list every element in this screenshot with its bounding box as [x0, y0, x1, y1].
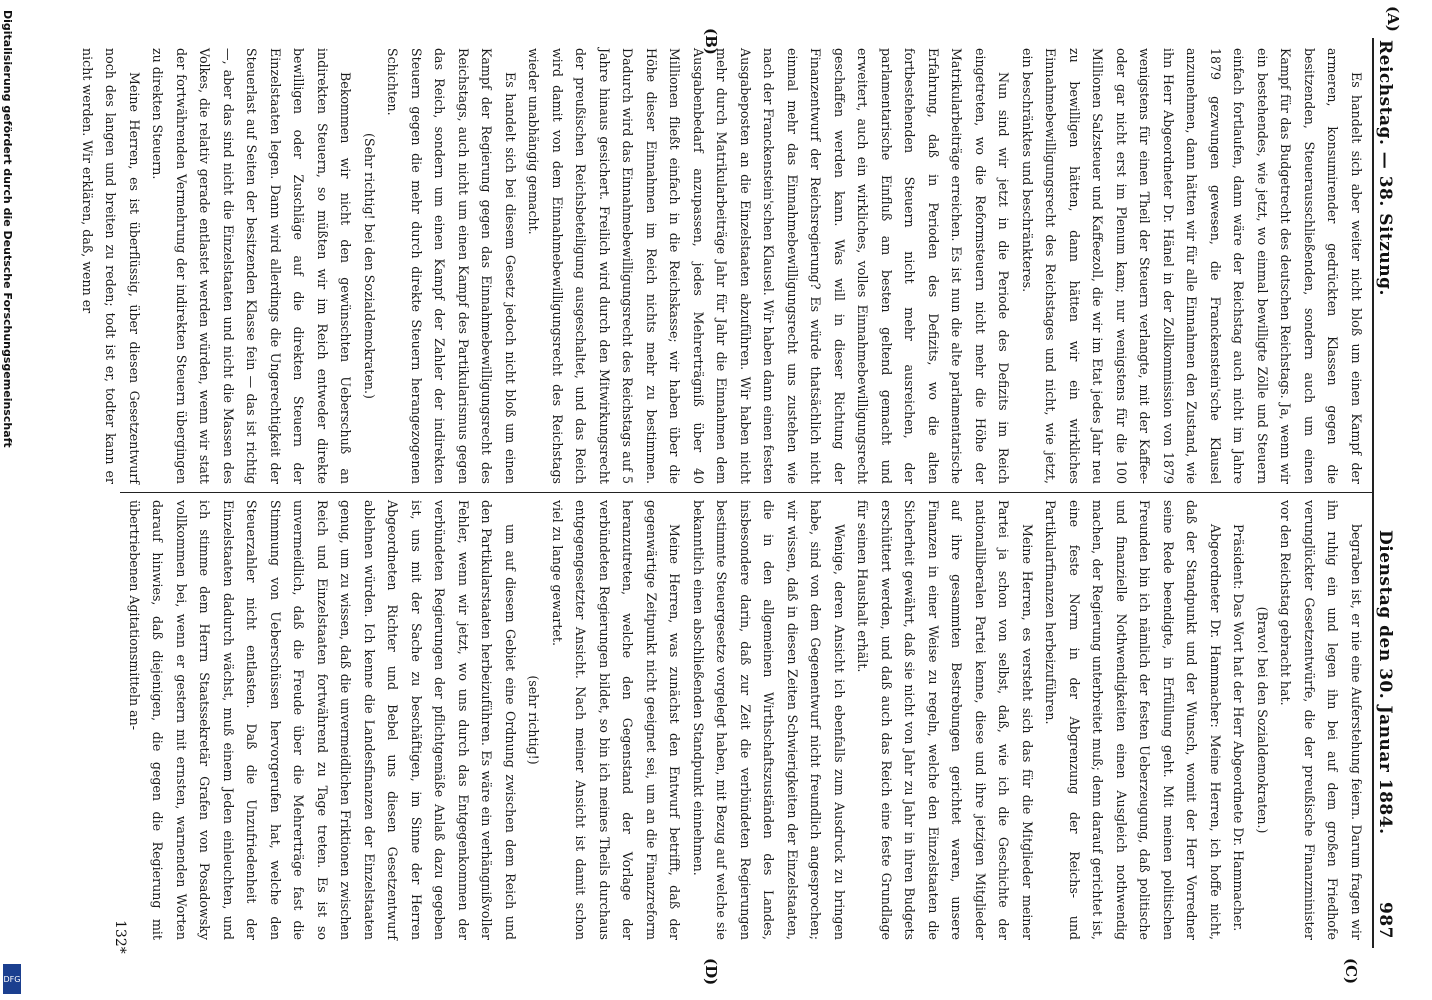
interjection: (Bravo! bei den Sozialdemokraten.)	[1255, 606, 1270, 834]
interjection: (sehr richtig!)	[526, 675, 542, 765]
text-column-right	[124, 500, 1368, 940]
paragraph: Meine Herren, es versteht sich das für die Mitglieder meiner Partei ja schon von selbst, daß, wie ich die Geschichte der nationalliberalen Partei kenne, diese und ihre jetzigen Mitglieder auf ihre gesammten Bestrebungen gerichtet waren, unsere Finanzen in einer Weise zu regeln, welche den Einzelstaaten die Sicherheit gewährt, daß sie nicht von Jahr zu Jahr in ihren Budgets erschüttert werden, und daß auch das Reich eine feste Grundlage für seinen Haushalt erhält.	[855, 500, 1035, 940]
paragraph: Es handelt sich aber weiter nicht bloß um einen Kampf der armeren, konsumirender gedrückten Klassen gegen die besitzenden, Steuerausschließenden, sondern auch um einen Kampf für das Budgetrecht des deutschen Reichstags. Ja, wenn wir ein bestehendes, wie jetzt, wo einmal bewilligte Zölle und Steuern einfach fortlaufen, dann wäre der Reichstag auch nicht im Jahre 1879 gezwungen gewesen, die Franckenstein'sche Klausel anzunehmen, dann hätten wir für alle Einnahmen den Zustand, wie ihn Herr Abgeordneter Dr. Hänel in der Zollkommission von 1879 wenigstens für einen Theil der Steuern verlangte, mit der Kaffee- oder gar nicht erst im Plenum kam; nur wenigstens für die 100 Millionen Salzsteuer und Kaffeezoll, die wir im Etat jedes Jahr neu zu bewilligen hätten, dann hätten wir ein wirkliches Einnahmebewilligungsrecht des Reichstages und nicht, wie jetzt, ein beschränktes und beschränkteres.	[1020, 48, 1364, 484]
paragraph: Meine Herren, was zunächst den Entwurf betrifft, daß der gegenwärtige Zeitpunkt nicht geeignet sei, um an die Finanzreform heranzutreten, welche den Gegenstand der Vorlage der verbündeten Regierungen bildet, so bin ich meines Theils durchaus entgegengesetzter Ansicht. Nach meiner Ansicht ist damit schon viel zu lange gewartet.	[550, 500, 683, 940]
paragraph: Präsident: Das Wort hat der Herr Abgeordnete Dr. Hammacher.	[1231, 524, 1247, 932]
margin-mark-d: (D)	[702, 958, 720, 986]
header-rule	[1372, 38, 1374, 948]
column-divider	[120, 492, 1372, 493]
header-date: Dienstag den 30. Januar 1884.	[1375, 530, 1395, 835]
page-number: 987	[1375, 902, 1395, 939]
paragraph: Es handelt sich bei diesem Gesetz jedoch nicht bloß um einen Kampf der Regierung gegen das Einnahmebewilligungsrecht des Reichstags, auch nicht um einen Kampf des Partikularismus gegen das Reich, sondern um einen Kampf der Zahler der indirekten Steuern gegen die mehr durch direkte Steuern herangezogenen Schichten.	[385, 48, 518, 484]
paragraph: Meine Herren, es ist überflüssig, über diesen Gesetzentwurf noch des langen und breiten zu reden; todt ist er, todter kann er nicht werden. Wir erklären, daß, wenn er	[80, 48, 142, 484]
paragraph: Bekommen wir nicht den gewünschten Ueberschuß an indirekten Steuern, so müßten wir im Reich entweder direkte bewilligen oder Zuschläge auf die direkten Steuern der Einzelstaaten legen. Dann wird allerdings die Ungerechtigkeit der Steuerlast auf Seiten der besitzenden Klasse fein — das ist richtig —, aber das sind nicht die Einzelstaaten und nicht die Massen des Volkes, die relativ gerade entlastet werden würden, wenn wir statt der fortwährenden Vermehrung der indirekten Steuern übergingen zu direkten Steuern.	[150, 48, 354, 484]
paragraph: Wenige, deren Ansicht ich ebenfalls zum Ausdruck zu bringen habe, sind von dem Gegenentwurf nicht freundlich angesprochen; wir wissen, daß in diesen Zeiten Schwierigkeiten der Einzelstaaten, die in den allgemeinen Wirthschaftszuständen des Landes, insbesondere darin, daß zur Zeit die verbündeten Regierungen bestimmte Steuergesetze vorgelegt haben, mit Bezug auf welche sie bekanntlich einen abschließenden Standpunkt einnehmen.	[691, 500, 847, 940]
dfg-logo-text: DFG	[3, 974, 21, 984]
margin-mark-b: (B)	[702, 28, 720, 55]
paragraph: um auf diesem Gebiet eine Ordnung zwischen dem Reich und den Partikularstaaten herbeizuführen. Es wäre ein verhängnißvoller Fehler, wenn wir jetzt, wo uns durch das Entgegenkommen der verbündeten Regierungen der pflichtgemäße Anlaß dazu gegeben ist, uns mit der Sache zu beschäftigen, im Sinne der Herren Abgeordneten Richter und Bebel uns diesen Gesetzentwurf ablehnen würden. Ich kenne die Landesfinanzen der Einzelstaaten genug, um zu wissen, daß die unvermeidlichen Friktionen zwischen Reich und Einzelstaaten fortwährend zu Tage treten. Es ist so unvermeidlich, daß die Freude über die Mehrerträge fast die Stimmung von Ueberschüssen hervorgerufen hat, welche den Steuerzahler nicht entlasten. Daß die Unzufriedenheit der Einzelstaaten dadurch wächst, muß einem Jeden einleuchten, und ich stimme dem Herrn Staatssekretär Grafen von Posadowsky vollkommen bei, wenn er gestern mit ernsten, warnenden Worten darauf hinwies, daß diejenigen, die gegen die Regierung mit übertriebenen Agitationsmitteln an-	[127, 500, 518, 940]
header-title: Reichstag. — 38. Sitzung.	[1375, 40, 1395, 296]
dfg-logo	[3, 964, 21, 994]
signature-mark: 132*	[112, 920, 128, 954]
interjection: (Sehr richtig! bei den Sozialdemokraten.)	[362, 133, 377, 399]
digitization-credit: Digitalisierung gefördert durch die Deutsche Forschungsgemeinschaft	[1, 10, 14, 448]
paragraph: begraben ist, er nie eine Auferstehung feiern. Darum fragen wir ihn ruhig ein und legen ihn bei auf dem großen Friedhofe verunglückter Gesetzentwürfe, die der preußische Finanzminister vor den Reichstag gebracht hat.	[1278, 500, 1364, 940]
margin-mark-c: (C)	[1342, 958, 1360, 985]
paragraph: Nun sind wir jetzt in die Periode des Defizits im Reich eingetreten, wo die Reformsteuern nicht mehr die Höhe der Matrikularbeiträge erreichen. Es ist nun die alte parlamentarische Erfahrung, daß in Perioden des Defizits, wo die alten fortbestehenden Steuern nicht mehr ausreichen, der parlamentarische Einfluß am besten geltend gemacht und erweitert, auch ein wirkliches, volles Einnahmebewilligungsrecht geschaffen werden kann. Was will in dieser Richtung der Finanzentwurf der Reichsregierung? Es würde thatsächlich nicht einmal mehr das Einnahmebewilligungsrecht uns zustehen wie nach der Franckenstein'schen Klausel. Wir haben dann einen festen Ausgabeposten an die Einzelstaaten abzuführen. Wir haben nicht mehr durch Matrikularbeiträge Jahr für Jahr die Einnahmen dem Ausgabenbedarf anzupassen, jedes Mehrerträgniß über 40 Millionen fließt einfach in die Reichskasse; wir haben über die Höhe dieser Einnahmen im Reich nichts mehr zu bestimmen. Dadurch wird das Einnahmebewilligungsrecht des Reichstags auf 5 Jahre hinaus gesichert. Freilich wird durch den Mitwirkungsrecht der preußischen Reichsbeteiligung ausgeschaltet, und das Reich wird damit von dem Einnahmebewilligungsrecht des Reichstags wieder unabhängig gemacht.	[526, 48, 1012, 484]
paragraph: Abgeordneter Dr. Hammacher: Meine Herren, ich hoffe nicht, daß der Standpunkt und der Wunsch, womit der Herr Vorredner seine Rede beendigte, in Erfüllung geht. Mit meinen politischen Freunden bin ich nämlich der festen Ueberzeugung, daß politische und finanzielle Nothwendigkeiten einen Ausgleich nothwendig machen, der Regierung unterbreitet muß; denn darauf gerichtet ist, eine feste Norm in der Abgrenzung der Reichs- und Partikularfinanzen herbeizuführen.	[1043, 500, 1223, 940]
text-column-left	[80, 48, 1368, 484]
margin-mark-a: (A)	[1384, 6, 1402, 32]
